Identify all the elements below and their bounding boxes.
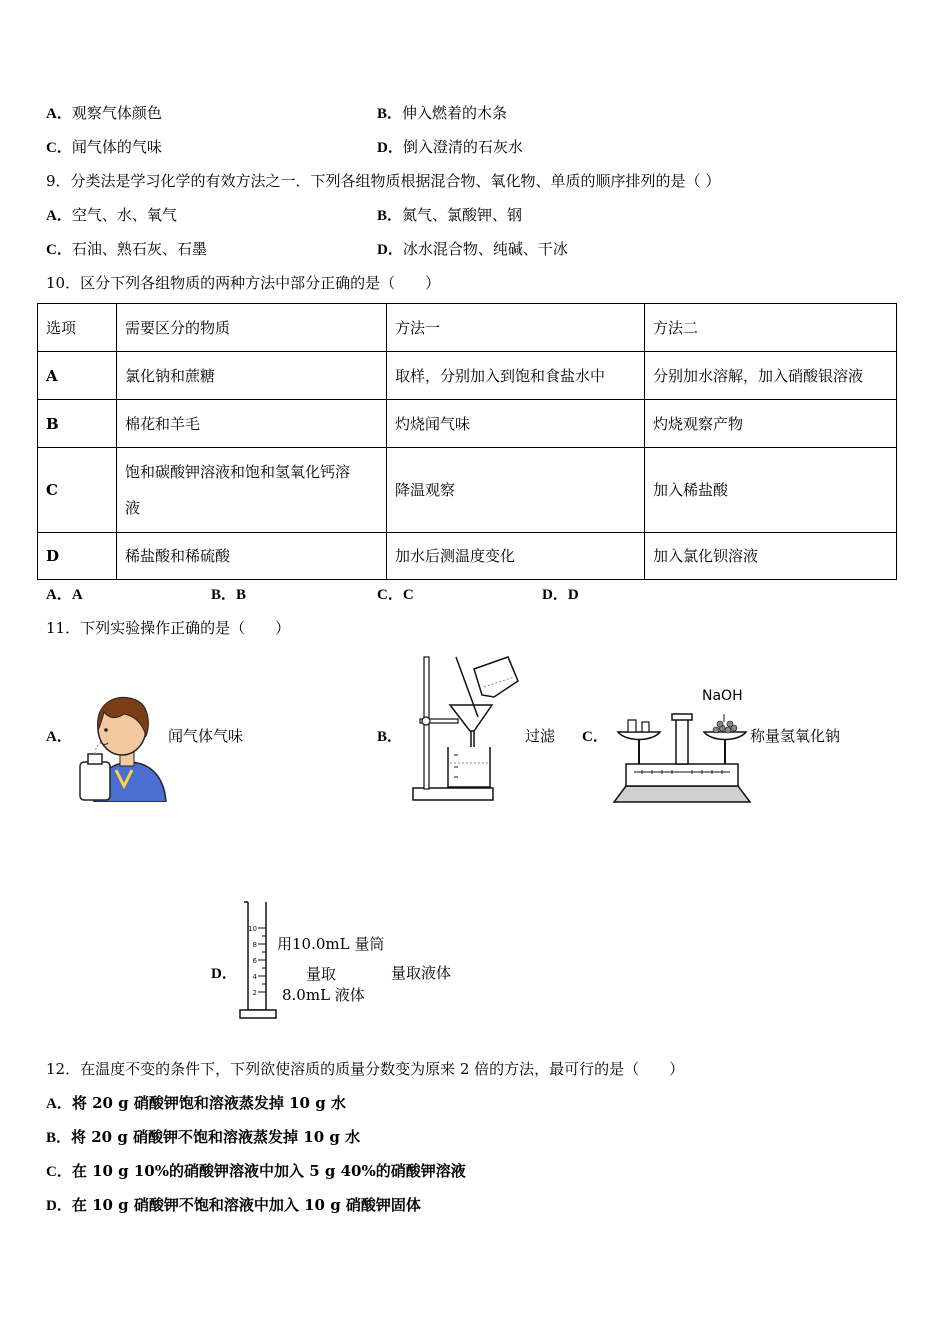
q12-option-b-text: 将 20 g 硝酸钾不饱和溶液蒸发掉 10 g 水 xyxy=(71,1128,361,1146)
q11-option-a-caption: 闻气体气味 xyxy=(168,727,244,745)
q10-answer-d xyxy=(542,583,579,604)
q9-option-b-text: 氮气、氯酸钾、钢 xyxy=(402,206,523,224)
q10-answer-d-text: D xyxy=(567,587,579,603)
q10-answer-c-letter: C． xyxy=(377,587,403,603)
q8-option-d xyxy=(377,136,523,157)
row-b-method2: 灼烧观察产物 xyxy=(645,400,897,448)
q9-option-a xyxy=(46,204,177,225)
cylinder-note-line3: 8.0mL 液体 xyxy=(282,986,365,1004)
row-d-method2: 加入氯化钡溶液 xyxy=(645,533,897,580)
q11-stem: 11．下列实验操作正确的是（ ） xyxy=(46,619,291,637)
q8-option-c-text: 闻气体的气味 xyxy=(71,138,162,156)
q10-answer-a xyxy=(46,583,83,604)
cylinder-tick-10: 10 xyxy=(248,925,257,933)
q8-option-a xyxy=(46,102,162,123)
row-a-method2: 分别加水溶解，加入硝酸银溶液 xyxy=(645,352,897,400)
q10-answer-a-text: A xyxy=(71,587,83,603)
row-b-substances: 棉花和羊毛 xyxy=(117,400,387,448)
table-row xyxy=(38,400,897,448)
q10-stem: 10．区分下列各组物质的两种方法中部分正确的是（ ） xyxy=(46,274,441,292)
q12-option-c-text: 在 10 g 10%的硝酸钾溶液中加入 5 g 40%的硝酸钾溶液 xyxy=(71,1162,466,1180)
q10-answer-b-text: B xyxy=(236,587,247,603)
q11-option-d-letter: D． xyxy=(211,966,237,982)
row-c-method2: 加入稀盐酸 xyxy=(645,448,897,533)
row-d-option: D xyxy=(38,533,117,580)
row-c-substances-line2: 液 xyxy=(125,499,141,517)
row-d-method1: 加水后测温度变化 xyxy=(387,533,645,580)
q9-option-d-letter: D． xyxy=(377,242,403,258)
table-header-row xyxy=(38,304,897,352)
q8-option-a-letter: A． xyxy=(46,106,72,122)
row-c-substances xyxy=(117,448,387,533)
header-method1: 方法一 xyxy=(387,304,645,352)
table-row xyxy=(38,448,897,533)
row-c-option: C xyxy=(38,448,117,533)
q8-option-d-letter: D． xyxy=(377,140,403,156)
smelling-gas-illustration xyxy=(76,690,168,802)
q12-option-a-text: 将 20 g 硝酸钾饱和溶液蒸发掉 10 g 水 xyxy=(71,1094,346,1112)
q8-option-b xyxy=(377,102,507,123)
balance-scale-illustration xyxy=(612,706,752,804)
q12-option-d xyxy=(46,1194,421,1215)
cylinder-tick-4: 4 xyxy=(252,973,257,981)
q12-stem: 12．在温度不变的条件下，下列欲使溶质的质量分数变为原来 2 倍的方法，最可行的是（ ） xyxy=(46,1060,685,1078)
q11-option-b-letter: B． xyxy=(377,729,403,745)
graduated-cylinder-illustration xyxy=(238,898,280,1022)
cylinder-tick-8: 8 xyxy=(252,941,257,949)
header-option: 选项 xyxy=(38,304,117,352)
table-row xyxy=(38,352,897,400)
q12-option-c-letter: C． xyxy=(46,1164,72,1180)
table-row xyxy=(38,533,897,580)
q12-option-a xyxy=(46,1092,346,1113)
row-b-method1: 灼烧闻气味 xyxy=(387,400,645,448)
row-d-substances: 稀盐酸和稀硫酸 xyxy=(117,533,387,580)
q9-option-a-letter: A． xyxy=(46,208,72,224)
row-a-option: A xyxy=(38,352,117,400)
q12-option-a-letter: A． xyxy=(46,1096,72,1112)
q12-option-c xyxy=(46,1160,466,1181)
q10-answer-a-letter: A． xyxy=(46,587,72,603)
cylinder-note-line1: 用10.0mL 量筒 xyxy=(277,935,385,953)
q8-option-c xyxy=(46,136,162,157)
header-substances: 需要区分的物质 xyxy=(117,304,387,352)
cylinder-tick-2: 2 xyxy=(252,989,257,997)
q9-option-d-text: 冰水混合物、纯碱、干冰 xyxy=(402,240,568,258)
row-c-substances-line1: 饱和碳酸钾溶液和饱和氢氧化钙溶 xyxy=(125,463,351,481)
q10-table xyxy=(37,303,897,580)
q9-option-a-text: 空气、水、氧气 xyxy=(71,206,177,224)
q10-answer-d-letter: D． xyxy=(542,587,568,603)
q8-option-d-text: 倒入澄清的石灰水 xyxy=(402,138,523,156)
q11-option-b-caption: 过滤 xyxy=(525,727,556,745)
q12-option-d-text: 在 10 g 硝酸钾不饱和溶液中加入 10 g 硝酸钾固体 xyxy=(71,1196,421,1214)
cylinder-tick-6: 6 xyxy=(252,957,257,965)
q9-option-b-letter: B． xyxy=(377,208,403,224)
q9-option-b xyxy=(377,204,522,225)
q11-option-c-letter: C． xyxy=(582,729,608,745)
q8-option-a-text: 观察气体颜色 xyxy=(71,104,162,122)
q8-option-b-letter: B． xyxy=(377,106,403,122)
naoh-label: NaOH xyxy=(702,688,743,704)
q12-option-b xyxy=(46,1126,360,1147)
q10-answer-b-letter: B． xyxy=(211,587,237,603)
q9-option-c-letter: C． xyxy=(46,242,72,258)
q9-option-c-text: 石油、熟石灰、石墨 xyxy=(71,240,207,258)
q10-answer-c xyxy=(377,583,414,604)
q11-option-c-caption: 称量氢氧化钠 xyxy=(750,727,841,745)
q8-option-b-text: 伸入燃着的木条 xyxy=(402,104,508,122)
row-c-method1: 降温观察 xyxy=(387,448,645,533)
q8-option-c-letter: C． xyxy=(46,140,72,156)
q9-option-c xyxy=(46,238,207,259)
q11-option-d-caption: 量取液体 xyxy=(391,964,452,982)
q12-option-d-letter: D． xyxy=(46,1198,72,1214)
row-a-method1: 取样，分别加入到饱和食盐水中 xyxy=(387,352,645,400)
cylinder-note-line2: 量取 xyxy=(306,965,337,983)
q10-answer-c-text: C xyxy=(402,587,414,603)
q11-option-a-letter: A． xyxy=(46,729,72,745)
q12-option-b-letter: B． xyxy=(46,1130,72,1146)
row-a-substances: 氯化钠和蔗糖 xyxy=(117,352,387,400)
row-b-option: B xyxy=(38,400,117,448)
q9-option-d xyxy=(377,238,568,259)
q10-answer-b xyxy=(211,583,246,604)
filtration-apparatus-illustration xyxy=(410,655,522,803)
q9-stem: 9．分类法是学习化学的有效方法之一．下列各组物质根据混合物、氧化物、单质的顺序排列的是（ ） xyxy=(46,172,721,190)
header-method2: 方法二 xyxy=(645,304,897,352)
